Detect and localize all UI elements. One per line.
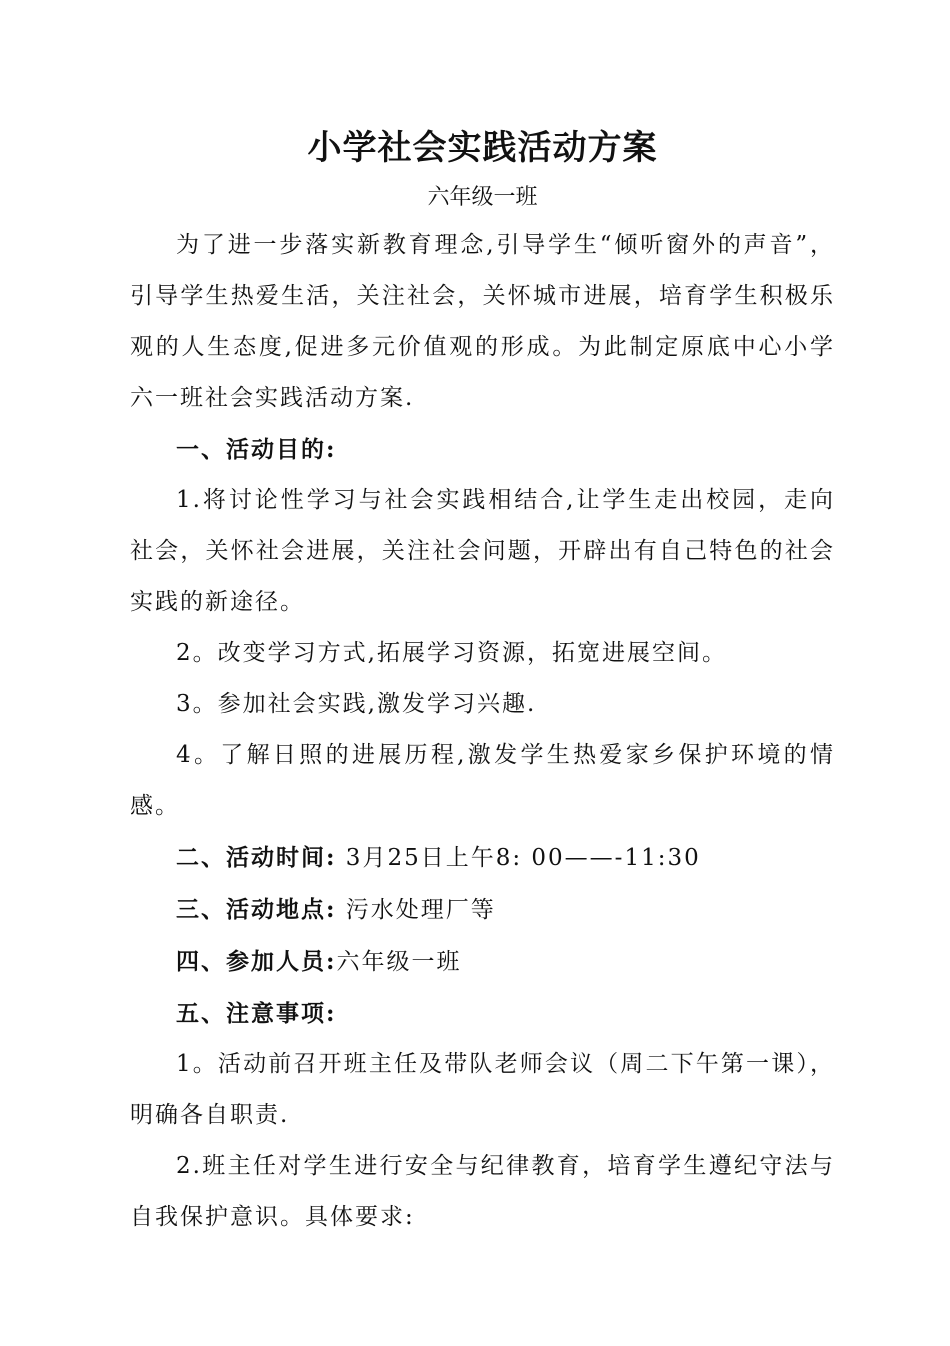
section-heading-location: 三、活动地点: [176,896,337,923]
section-heading-notes: 五、注意事项: [176,1000,337,1027]
purpose-item-4: 4。了解日照的进展历程,激发学生热爱家乡保护环境的情感。 [130,742,835,819]
document-subtitle: 六年级一班 [427,185,538,210]
purpose-item-2: 2。改变学习方式,拓展学习资源，拓宽进展空间。 [176,640,727,666]
section-heading-time: 二、活动时间: [176,844,337,871]
section-heading-purpose: 一、活动目的: [176,436,337,463]
purpose-item-3: 3。参加社会实践,激发学习兴趣. [176,691,537,717]
section-participants [130,936,835,988]
notes-item-1: 1。活动前召开班主任及带队老师会议（周二下午第一课），明确各自职责. [130,1051,835,1128]
notes-item-2: 2.班主任对学生进行安全与纪律教育，培育学生遵纪守法与自我保护意识。具体要求: [130,1153,835,1230]
section-location [130,884,835,936]
document-page [130,120,835,1243]
purpose-item-1: 1.将讨论性学习与社会实践相结合,让学生走出校园，走向社会，关怀社会进展，关注社会问题，开辟出有自己特色的社会实践的新途径。 [130,487,835,615]
activity-location-value: 污水处理厂等 [336,897,496,923]
document-title: 小学社会实践活动方案 [307,128,658,168]
participants-value: 六年级一班 [336,949,462,975]
intro-paragraph: 为了进一步落实新教育理念,引导学生“倾听窗外的声音”，引导学生热爱生活，关注社会，关怀城市进展，培育学生积极乐观的人生态度,促进多元价值观的形成。为此制定原底中心小学六一班社会实践活动方案. [130,232,835,411]
section-time [130,832,835,884]
section-heading-participants: 四、参加人员: [176,948,337,975]
activity-time-value: 3月25日上午8: 00——-11:30 [336,845,701,871]
